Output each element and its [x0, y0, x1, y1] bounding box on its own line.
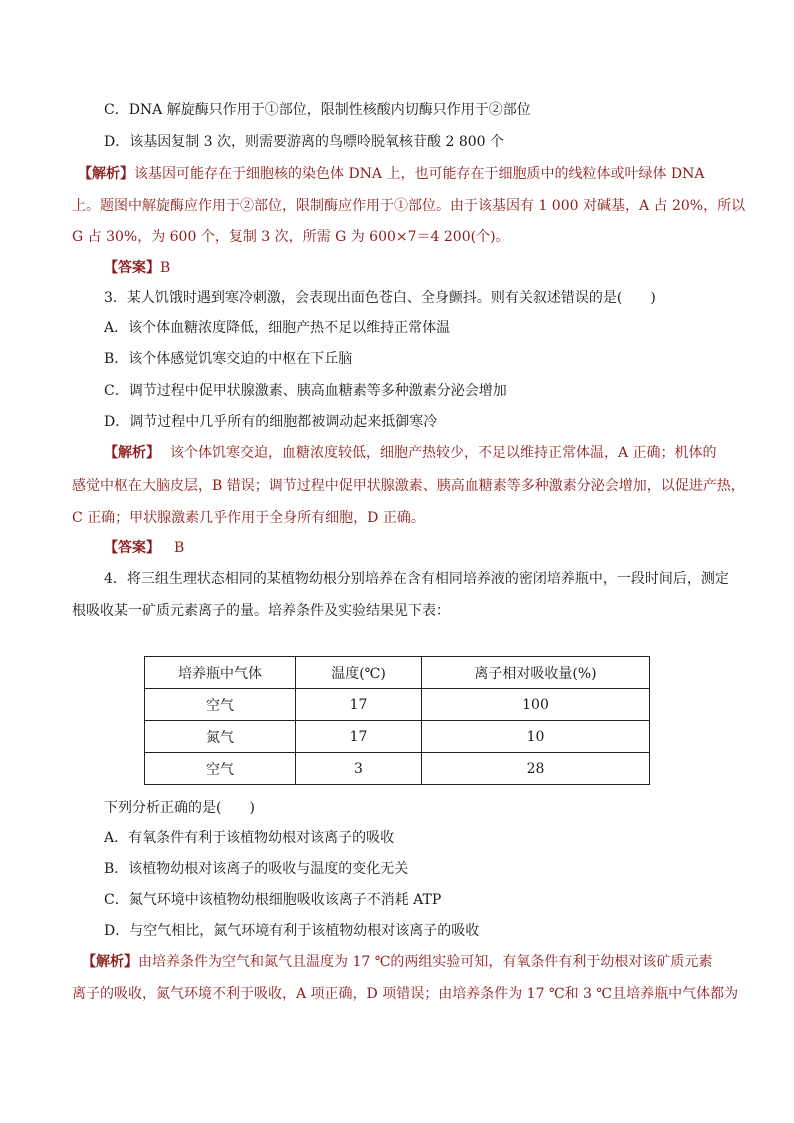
q2-option-c: C．DNA 解旋酶只作用于①部位，限制性核酸内切酶只作用于②部位: [104, 102, 531, 118]
table-cell: 17: [296, 689, 422, 721]
q3-option-b: B．该个体感觉饥寒交迫的中枢在下丘脑: [104, 351, 353, 367]
q2-answer: [104, 258, 170, 278]
q3-analysis-line-3: C 正确；甲状腺激素几乎作用于全身所有细胞，D 正确。: [72, 510, 425, 526]
table-cell: 28: [422, 753, 650, 785]
results-table: [144, 656, 650, 785]
q4-option-a: A．有氧条件有利于该植物幼根对该离子的吸收: [104, 830, 395, 846]
analysis-text: 该个体饥寒交迫，血糖浓度较低，细胞产热较少，不足以维持正常体温，A 正确；机体的: [170, 445, 717, 461]
q4-analysis-line-1: [82, 952, 712, 972]
table-cell: 17: [296, 721, 422, 753]
q4-stem-line-1: 4．将三组生理状态相同的某植物幼根分别培养在含有相同培养液的密闭培养瓶中，一段时间后，测定: [104, 571, 729, 587]
table-header-cell: 离子相对吸收量(%): [422, 657, 650, 689]
answer-label: 【答案】: [104, 540, 160, 556]
q4-option-d: D．与空气相比，氮气环境有利于该植物幼根对该离子的吸收: [104, 923, 480, 939]
analysis-label: 【解析】: [104, 445, 160, 461]
table-header-cell: 温度(℃): [296, 657, 422, 689]
q2-analysis-line-1: [78, 164, 705, 184]
analysis-text: 由培养条件为空气和氮气且温度为 17 ℃的两组实验可知，有氧条件有利于幼根对该矿质元素: [138, 954, 713, 970]
q3-answer: [104, 538, 184, 558]
q3-stem: 3．某人饥饿时遇到寒冷刺激，会表现出面色苍白、全身颤抖。则有关叙述错误的是( ): [104, 290, 656, 306]
q3-option-a: A．该个体血糖浓度降低，细胞产热不足以维持正常体温: [104, 320, 451, 336]
analysis-label: 【解析】: [78, 166, 134, 182]
analysis-text: 该基因可能存在于细胞核的染色体 DNA 上，也可能存在于细胞质中的线粒体或叶绿体 DNA: [134, 166, 705, 182]
q3-option-d: D．调节过程中几乎所有的细胞都被调动起来抵御寒冷: [104, 414, 438, 430]
table-cell: 3: [296, 753, 422, 785]
q4-stem-line-2: 根吸收某一矿质元素离子的量。培养条件及实验结果见下表：: [72, 603, 450, 619]
q3-analysis-line-2: 感觉中枢在大脑皮层，B 错误；调节过程中促甲状腺激素、胰高血糖素等多种激素分泌会增加，以促进产热，: [72, 478, 745, 494]
table-cell: 100: [422, 689, 650, 721]
table-cell: 氮气: [145, 721, 296, 753]
q4-analysis-line-2: 离子的吸收，氮气环境不利于吸收，A 项正确，D 项错误；由培养条件为 17 ℃和 3 ℃且培养瓶中气体都为: [72, 986, 739, 1002]
q2-analysis-line-2: 上。题图中解旋酶应作用于②部位，限制酶应作用于①部位。由于该基因有 1 000 对碱基，A 占 20%，所以: [72, 198, 746, 214]
q2-option-d: D．该基因复制 3 次，则需要游离的鸟嘌呤脱氧核苷酸 2 800 个: [104, 134, 505, 150]
q4-option-b: B．该植物幼根对该离子的吸收与温度的变化无关: [104, 861, 409, 877]
q4-question: 下列分析正确的是( ): [104, 800, 255, 816]
q3-analysis-line-1: [104, 443, 717, 463]
table-header-row: [145, 657, 650, 689]
answer-label: 【答案】: [104, 260, 160, 276]
table-header-cell: 培养瓶中气体: [145, 657, 296, 689]
answer-value: B: [160, 260, 171, 276]
table-row: [145, 689, 650, 721]
table-cell: 10: [422, 721, 650, 753]
q3-option-c: C．调节过程中促甲状腺激素、胰高血糖素等多种激素分泌会增加: [104, 383, 507, 399]
table-cell: 空气: [145, 753, 296, 785]
answer-value: B: [174, 540, 185, 556]
q4-option-c: C．氮气环境中该植物幼根细胞吸收该离子不消耗 ATP: [104, 892, 442, 908]
table-row: [145, 721, 650, 753]
table-cell: 空气: [145, 689, 296, 721]
q2-analysis-line-3: G 占 30%，为 600 个，复制 3 次，所需 G 为 600×7＝4 200(个)。: [72, 229, 510, 245]
table-row: [145, 753, 650, 785]
analysis-label: 【解析】: [82, 954, 138, 970]
